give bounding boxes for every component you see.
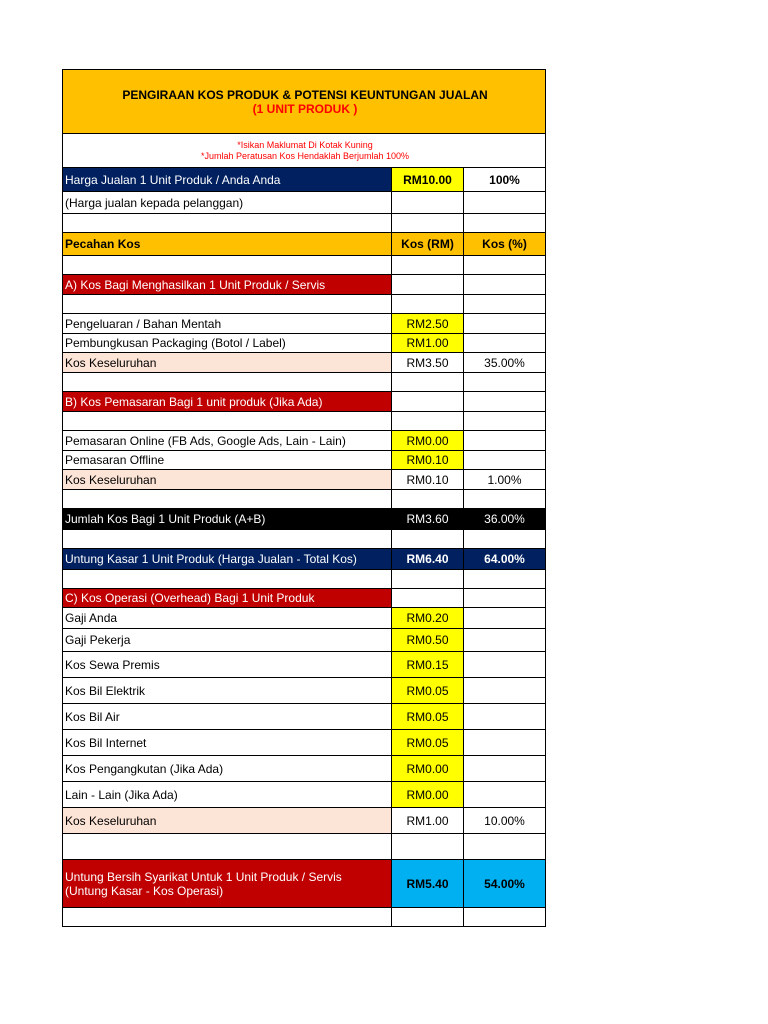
net-profit-label-line1: Untung Bersih Syarikat Untuk 1 Unit Produk / Servis	[65, 869, 342, 884]
sheet-title	[63, 70, 546, 134]
cost-item-row	[63, 431, 546, 451]
cost-item-row	[63, 334, 546, 353]
empty-cell	[464, 412, 546, 431]
gross-profit-label: Untung Kasar 1 Unit Produk (Harga Jualan - Total Kos)	[63, 549, 392, 570]
cost-item-value[interactable]: RM0.05	[392, 730, 464, 756]
net-profit-label-line2: (Untung Kasar - Kos Operasi)	[65, 883, 224, 898]
cost-item-value[interactable]: RM2.50	[392, 314, 464, 334]
cost-item-row	[63, 678, 546, 704]
empty-cell	[63, 908, 392, 927]
cost-item-row	[63, 314, 546, 334]
empty-cell	[464, 652, 546, 678]
section-a-total-label: Kos Keseluruhan	[63, 353, 392, 373]
section-b-total-label: Kos Keseluruhan	[63, 470, 392, 490]
total-ab-value: RM3.60	[392, 509, 464, 530]
cost-item-label: Pengeluaran / Bahan Mentah	[63, 314, 392, 334]
empty-cell	[63, 570, 392, 589]
empty-cell	[63, 373, 392, 392]
empty-cell	[464, 392, 546, 412]
cost-item-value[interactable]: RM0.20	[392, 608, 464, 629]
empty-cell	[464, 334, 546, 353]
empty-cell	[392, 834, 464, 860]
cost-item-value[interactable]: RM0.00	[392, 782, 464, 808]
gross-profit-value: RM6.40	[392, 549, 464, 570]
cost-item-value[interactable]: RM0.00	[392, 431, 464, 451]
spacer-row	[63, 214, 546, 233]
section-b-total-pct: 1.00%	[464, 470, 546, 490]
notes-row	[63, 134, 546, 168]
net-profit-row	[63, 860, 546, 908]
section-b-total-row	[63, 470, 546, 490]
cost-item-row	[63, 608, 546, 629]
notes-cell	[63, 134, 546, 168]
cost-item-value[interactable]: RM0.50	[392, 629, 464, 652]
empty-cell	[464, 530, 546, 549]
spacer-row	[63, 834, 546, 860]
cost-item-row	[63, 704, 546, 730]
cost-item-label: Kos Pengangkutan (Jika Ada)	[63, 756, 392, 782]
empty-cell	[392, 373, 464, 392]
cost-item-label: Pemasaran Online (FB Ads, Google Ads, Lain - Lain)	[63, 431, 392, 451]
empty-cell	[392, 412, 464, 431]
empty-cell	[392, 908, 464, 927]
empty-cell	[464, 678, 546, 704]
empty-cell	[464, 256, 546, 275]
cost-item-value[interactable]: RM1.00	[392, 334, 464, 353]
title-row	[63, 70, 546, 134]
empty-cell	[392, 490, 464, 509]
cost-item-row	[63, 756, 546, 782]
col-rm-header: Kos (RM)	[392, 233, 464, 256]
empty-cell	[464, 570, 546, 589]
cost-sheet	[62, 69, 546, 927]
cost-item-row	[63, 782, 546, 808]
title-text: PENGIRAAN KOS PRODUK & POTENSI KEUNTUNGAN JUALAN	[122, 87, 488, 102]
section-b-total-value: RM0.10	[392, 470, 464, 490]
section-c-total-label: Kos Keseluruhan	[63, 808, 392, 834]
cost-item-row	[63, 629, 546, 652]
cost-item-label: Kos Bil Air	[63, 704, 392, 730]
breakdown-header-row	[63, 233, 546, 256]
empty-cell	[63, 834, 392, 860]
cost-item-row	[63, 730, 546, 756]
spacer-row	[63, 908, 546, 927]
spacer-row	[63, 530, 546, 549]
empty-cell	[392, 275, 464, 295]
empty-cell	[464, 314, 546, 334]
section-a-total-row	[63, 353, 546, 373]
empty-cell	[63, 214, 392, 233]
cost-item-value[interactable]: RM0.15	[392, 652, 464, 678]
spacer-row	[63, 373, 546, 392]
net-profit-pct: 54.00%	[464, 860, 546, 908]
empty-cell	[63, 412, 392, 431]
cost-item-value[interactable]: RM0.10	[392, 451, 464, 470]
empty-cell	[464, 490, 546, 509]
empty-cell	[464, 730, 546, 756]
empty-cell	[464, 295, 546, 314]
empty-cell	[392, 530, 464, 549]
empty-cell	[464, 431, 546, 451]
cost-item-row	[63, 652, 546, 678]
spacer-row	[63, 490, 546, 509]
spacer-row	[63, 570, 546, 589]
note-1: *Isikan Maklumat Di Kotak Kuning	[237, 139, 373, 150]
net-profit-label	[63, 860, 392, 908]
section-a-total-value: RM3.50	[392, 353, 464, 373]
empty-cell	[392, 295, 464, 314]
total-ab-pct: 36.00%	[464, 509, 546, 530]
cost-item-label: Lain - Lain (Jika Ada)	[63, 782, 392, 808]
empty-cell	[464, 214, 546, 233]
section-c-total-pct: 10.00%	[464, 808, 546, 834]
empty-cell	[464, 782, 546, 808]
cost-item-row	[63, 451, 546, 470]
empty-cell	[464, 704, 546, 730]
section-a-total-pct: 35.00%	[464, 353, 546, 373]
col-pct-header: Kos (%)	[464, 233, 546, 256]
price-percent: 100%	[464, 168, 546, 192]
cost-item-label: Kos Bil Internet	[63, 730, 392, 756]
empty-cell	[392, 256, 464, 275]
gross-profit-pct: 64.00%	[464, 549, 546, 570]
cost-item-value[interactable]: RM0.00	[392, 756, 464, 782]
section-b-header	[63, 392, 546, 412]
section-c-title: C) Kos Operasi (Overhead) Bagi 1 Unit Produk	[63, 589, 392, 608]
cost-item-label: Kos Sewa Premis	[63, 652, 392, 678]
cost-item-value[interactable]: RM0.05	[392, 704, 464, 730]
breakdown-label: Pecahan Kos	[63, 233, 392, 256]
price-label: Harga Jualan 1 Unit Produk / Anda Anda	[63, 168, 392, 192]
section-a-title: A) Kos Bagi Menghasilkan 1 Unit Produk / Servis	[63, 275, 392, 295]
title-subtitle: (1 UNIT PRODUK )	[252, 101, 358, 116]
empty-cell	[464, 834, 546, 860]
price-row	[63, 168, 546, 192]
cost-item-label: Kos Bil Elektrik	[63, 678, 392, 704]
spacer-row	[63, 295, 546, 314]
empty-cell	[464, 908, 546, 927]
cost-item-label: Pemasaran Offline	[63, 451, 392, 470]
empty-cell	[464, 451, 546, 470]
price-hint: (Harga jualan kepada pelanggan)	[63, 192, 392, 214]
cost-item-label: Gaji Anda	[63, 608, 392, 629]
empty-cell	[464, 275, 546, 295]
empty-cell	[63, 490, 392, 509]
empty-cell	[63, 295, 392, 314]
empty-cell	[392, 192, 464, 214]
section-c-header	[63, 589, 546, 608]
empty-cell	[464, 756, 546, 782]
empty-cell	[392, 214, 464, 233]
total-ab-row	[63, 509, 546, 530]
section-c-total-value: RM1.00	[392, 808, 464, 834]
net-profit-value: RM5.40	[392, 860, 464, 908]
empty-cell	[464, 589, 546, 608]
empty-cell	[464, 629, 546, 652]
empty-cell	[392, 589, 464, 608]
empty-cell	[392, 570, 464, 589]
empty-cell	[392, 392, 464, 412]
section-b-title: B) Kos Pemasaran Bagi 1 unit produk (Jika Ada)	[63, 392, 392, 412]
spacer-row	[63, 256, 546, 275]
price-value[interactable]: RM10.00	[392, 168, 464, 192]
total-ab-label: Jumlah Kos Bagi 1 Unit Produk (A+B)	[63, 509, 392, 530]
note-2: *Jumlah Peratusan Kos Hendaklah Berjumlah 100%	[200, 150, 410, 161]
cost-item-value[interactable]: RM0.05	[392, 678, 464, 704]
section-c-total-row	[63, 808, 546, 834]
empty-cell	[63, 530, 392, 549]
empty-cell	[63, 256, 392, 275]
empty-cell	[464, 608, 546, 629]
gross-profit-row	[63, 549, 546, 570]
cost-item-label: Gaji Pekerja	[63, 629, 392, 652]
spacer-row	[63, 412, 546, 431]
empty-cell	[464, 373, 546, 392]
cost-item-label: Pembungkusan Packaging (Botol / Label)	[63, 334, 392, 353]
section-a-header	[63, 275, 546, 295]
empty-cell	[464, 192, 546, 214]
price-hint-row	[63, 192, 546, 214]
